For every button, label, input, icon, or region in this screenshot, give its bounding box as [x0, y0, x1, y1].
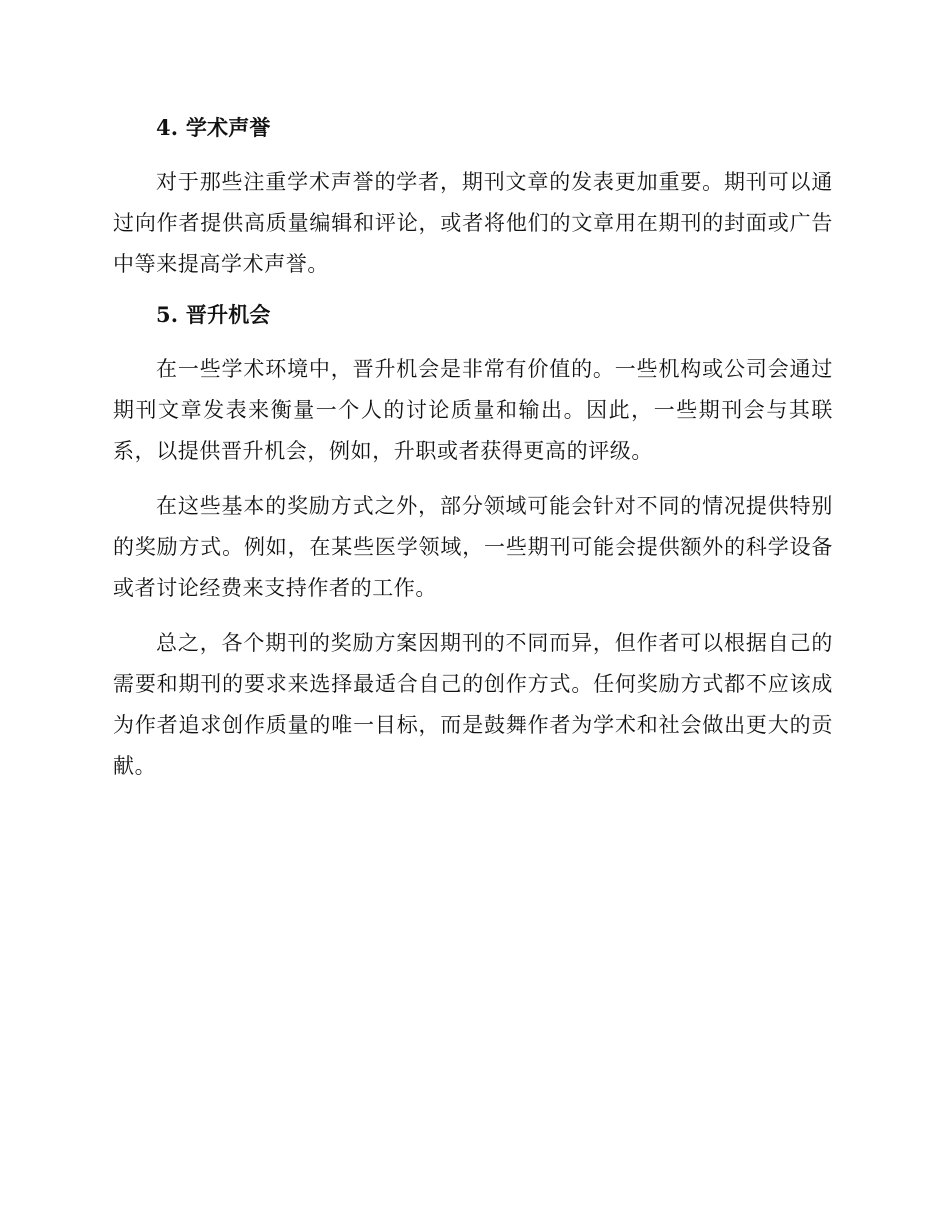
section-heading-academic-reputation: 4. 学术声誉 — [156, 115, 271, 140]
paragraph-academic-reputation: 对于那些注重学术声誉的学者，期刊文章的发表更加重要。期刊可以通过向作者提供高质量编辑和评论，或者将他们的文章用在期刊的封面或广告中等来提高学术声誉。 — [113, 170, 833, 276]
paragraph-special-rewards: 在这些基本的奖励方式之外，部分领域可能会针对不同的情况提供特别的奖励方式。例如，在某些医学领域，一些期刊可能会提供额外的科学设备或者讨论经费来支持作者的工作。 — [113, 494, 833, 600]
paragraph-conclusion: 总之，各个期刊的奖励方案因期刊的不同而异，但作者可以根据自己的需要和期刊的要求来选择最适合自己的创作方式。任何奖励方式都不应该成为作者追求创作质量的唯一目标，而是鼓舞作者为学术和社会做出更大的贡献。 — [113, 631, 833, 778]
document-page — [113, 112, 833, 801]
paragraph-promotion-opportunity: 在一些学术环境中，晋升机会是非常有价值的。一些机构或公司会通过期刊文章发表来衡量一个人的讨论质量和输出。因此，一些期刊会与其联系，以提供晋升机会，例如，升职或者获得更高的评级。 — [113, 357, 833, 463]
section-heading-promotion-opportunity: 5. 晋升机会 — [156, 302, 271, 327]
